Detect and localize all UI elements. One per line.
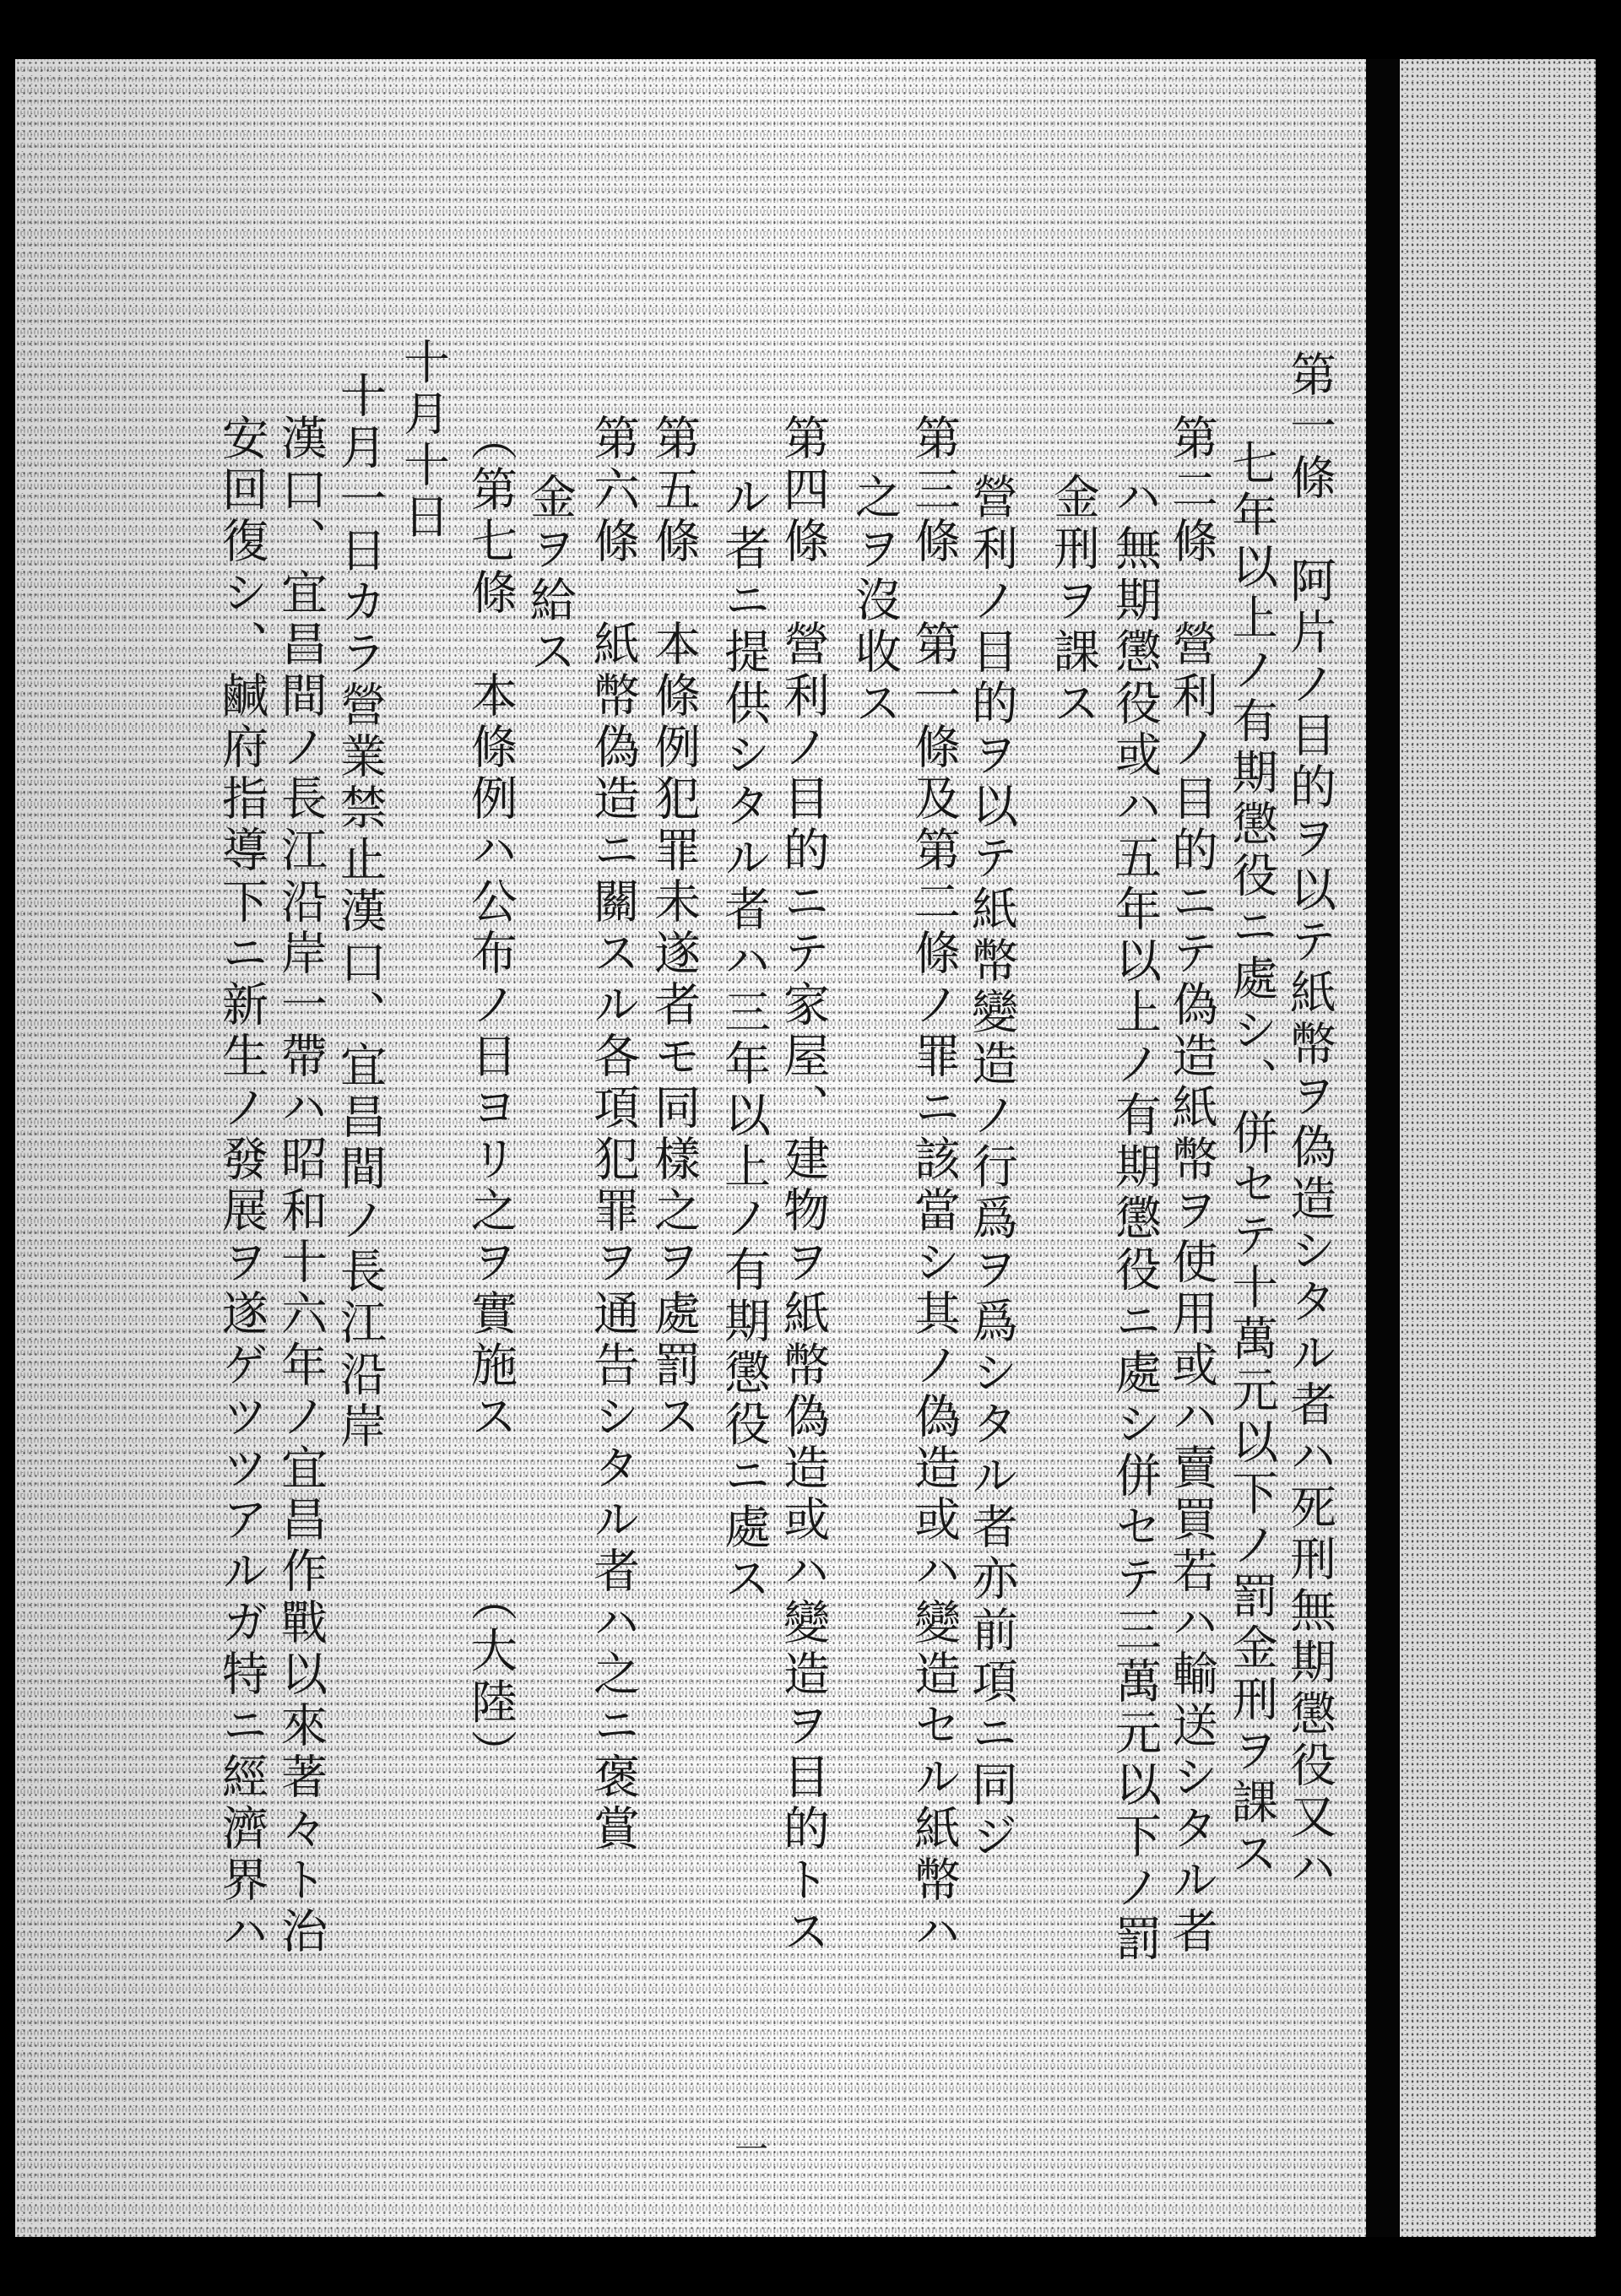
text-column: 安回復シ、鹹府指導下ニ新生ノ發展ヲ遂ゲツツアルガ特ニ經濟界ハ	[214, 414, 268, 1958]
page-number: 一	[735, 2131, 768, 2169]
adjacent-page-edge	[1400, 59, 1596, 2237]
text-column: 營利ノ目的ヲ以テ紙幣變造ノ行爲ヲ爲シタル者亦前項ニ同ジ	[964, 473, 1018, 1863]
text-column: 之ヲ沒收ス	[848, 473, 902, 730]
text-column: 第三條 第一條及第二條ノ罪ニ該當シ其ノ偽造或ハ變造セル紙幣ハ	[907, 414, 961, 1958]
text-column: ハ無期懲役或ハ五年以上ノ有期懲役ニ處シ併セテ三萬元以下ノ罰	[1108, 473, 1162, 1966]
text-column: 第二條 營利ノ目的ニテ偽造紙幣ヲ使用或ハ賣買若ハ輸送シタル者	[1164, 414, 1218, 1958]
text-column: 第五條 本條例犯罪未遂者モ同樣之ヲ處罰ス	[647, 414, 701, 1443]
text-column: 金刑ヲ課ス	[1046, 473, 1100, 730]
text-column: 第一條 阿片ノ目的ヲ以テ紙幣ヲ偽造シタル者ハ死刑無期懲役又ハ	[1282, 350, 1336, 1895]
text-column: 十月一日カラ營業禁止漢口、宜昌間ノ長江沿岸	[333, 371, 387, 1453]
text-column: ル者ニ提供シタル者ハ三年以上ノ有期懲役ニ處ス	[717, 473, 771, 1606]
text-column: 第四條 營利ノ目的ニテ家屋、建物ヲ紙幣偽造或ハ變造ヲ目的トス	[776, 414, 830, 1958]
document-page	[15, 59, 1366, 2237]
text-column: （第七條 本條例ハ公布ノ日ヨリ之ヲ實施ス （大陸）	[464, 414, 518, 1781]
text-column: 七年以上ノ有期懲役ニ處シ、併セテ十萬元以下ノ罰金刑ヲ課ス	[1224, 439, 1278, 1881]
text-column: 漢口、宜昌間ノ長江沿岸一帶ハ昭和十六年ノ宜昌作戰以來著々ト治	[274, 414, 328, 1958]
text-column: 第六條 紙幣偽造ニ關スル各項犯罪ヲ通告シタル者ハ之ニ褒賞	[586, 414, 640, 1855]
book-spine-gutter	[1366, 59, 1400, 2237]
text-column: 金ヲ給ス	[523, 473, 577, 679]
text-column: 十月十日	[396, 338, 450, 544]
